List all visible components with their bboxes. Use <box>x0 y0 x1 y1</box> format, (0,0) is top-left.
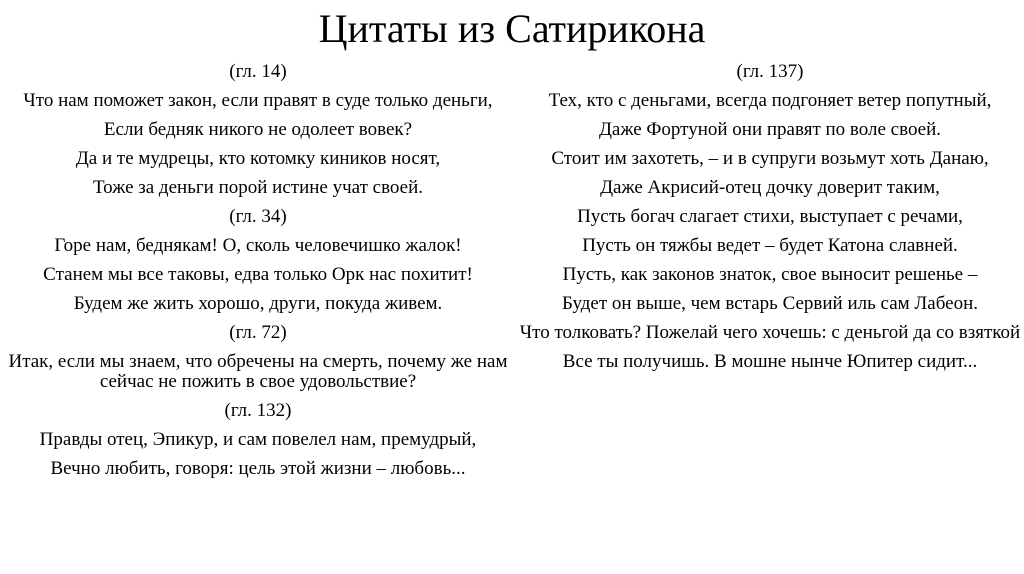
chapter-heading: (гл. 34) <box>229 206 287 227</box>
quote-line: Если бедняк никого не одолеет вовек? <box>103 119 413 140</box>
quote-columns <box>0 52 1024 488</box>
page-title: Цитаты из Сатирикона <box>318 6 706 51</box>
left-column <box>0 62 516 488</box>
quote-line: Все ты получишь. В мошне нынче Юпитер сидит... <box>562 351 978 372</box>
quote-line: Вечно любить, говоря: цель этой жизни – любовь... <box>50 458 466 479</box>
quote-line: Пусть богач слагает стихи, выступает с речами, <box>577 206 963 227</box>
quote-line: Тех, кто с деньгами, всегда подгоняет ветер попутный, <box>548 90 992 111</box>
quote-section <box>2 323 514 392</box>
quote-line: Пусть он тяжбы ведет – будет Катона славней. <box>582 235 958 256</box>
quote-line: Даже Фортуной они правят по воле своей. <box>598 119 942 140</box>
quote-line: Даже Акрисий-отец дочку доверит таким, <box>600 177 940 198</box>
quote-line: Будет он выше, чем встарь Сервий иль сам Лабеон. <box>562 293 978 314</box>
right-column <box>516 62 1024 488</box>
quote-line: Что толковать? Пожелай чего хочешь: с деньгой да со взяткой <box>519 322 1021 343</box>
quote-line: Пусть, как законов знаток, свое выносит решенье – <box>562 264 978 285</box>
chapter-heading: (гл. 14) <box>229 61 287 82</box>
quote-section <box>2 62 514 198</box>
quote-line: Стоит им захотеть, – и в супруги возьмут хоть Данаю, <box>551 148 989 169</box>
quote-section <box>2 401 514 479</box>
quote-line: Тоже за деньги порой истине учат своей. <box>92 177 423 198</box>
quote-line: Итак, если мы знаем, что обречены на смерть, почему же нам сейчас не пожить в свое удовольствие? <box>8 351 508 392</box>
chapter-heading: (гл. 72) <box>229 322 287 343</box>
quote-section <box>2 207 514 314</box>
quote-line: Да и те мудрецы, кто котомку киников носят, <box>75 148 441 169</box>
chapter-heading: (гл. 132) <box>224 400 292 421</box>
quote-line: Будем же жить хорошо, други, покуда живем. <box>73 293 443 314</box>
quote-line: Горе нам, беднякам! О, сколь человечишко жалок! <box>54 235 462 256</box>
quote-line: Правды отец, Эпикур, и сам повелел нам, премудрый, <box>39 429 477 450</box>
quote-section <box>518 62 1022 372</box>
quote-line: Станем мы все таковы, едва только Орк нас похитит! <box>43 264 473 285</box>
quote-line: Что нам поможет закон, если правят в суде только деньги, <box>23 90 493 111</box>
chapter-heading: (гл. 137) <box>736 61 804 82</box>
